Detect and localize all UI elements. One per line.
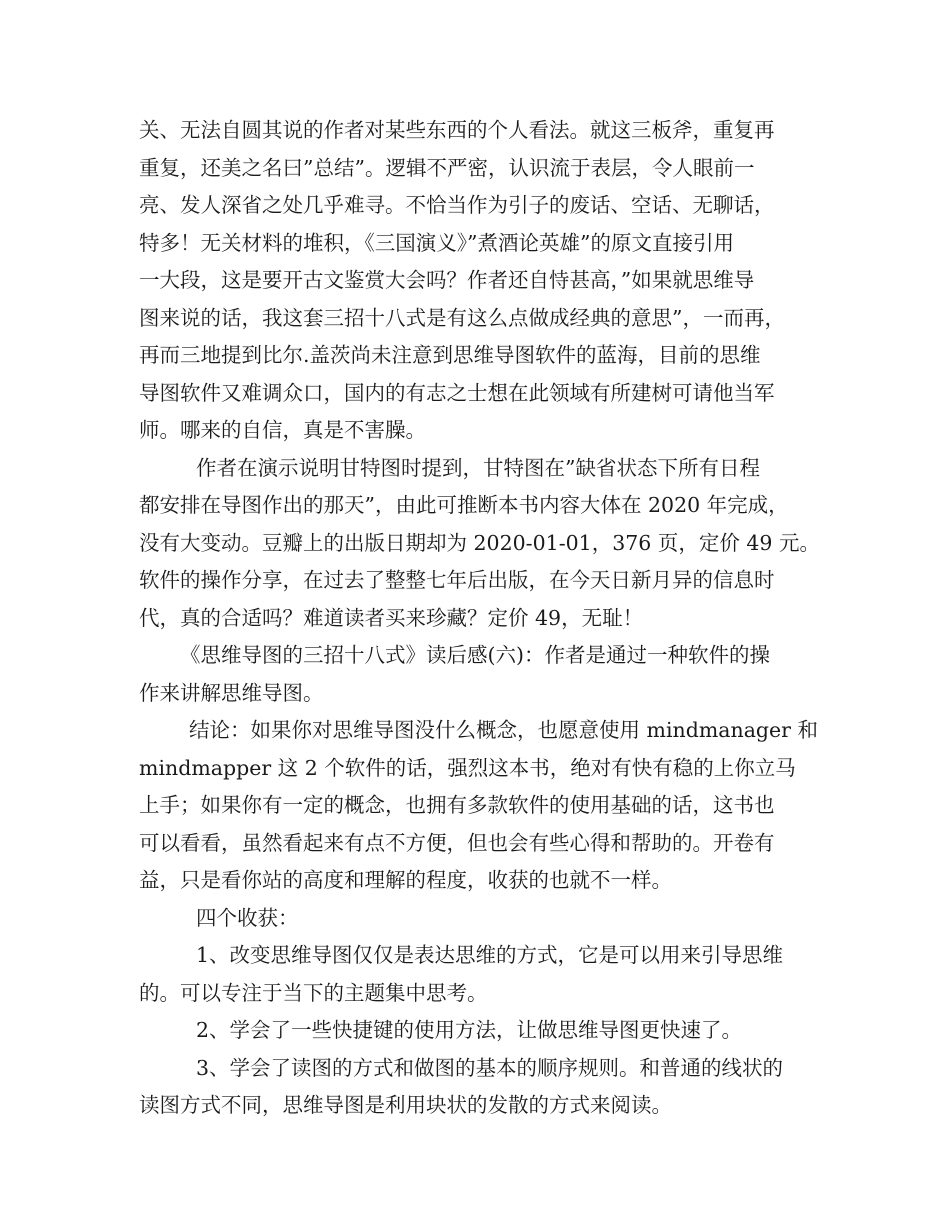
text-line: 读图方式不同，思维导图是利用块状的发散的方式来阅读。: [139, 1093, 672, 1117]
text-line: 没有大变动。豆瓣上的出版日期却为 2020-01-01，376 页，定价 49 元。: [139, 530, 820, 555]
paragraph: [139, 1012, 829, 1050]
text-line: 四个收获：: [196, 905, 299, 930]
paragraph: [139, 900, 829, 938]
text-line: 都安排在导图作出的那天”，由此可推断本书内容大体在 2020 年完成，: [139, 493, 789, 517]
paragraph: [139, 712, 829, 900]
text-line: 再而三地提到比尔.盖茨尚未注意到思维导图软件的蓝海，目前的思维: [139, 343, 761, 367]
text-line: 图来说的话，我这套三招十八式是有这么点做成经典的意思”，一而再，: [139, 305, 785, 330]
paragraph: [139, 937, 829, 1012]
text-line: 师。哪来的自信，真是不害臊。: [139, 418, 426, 442]
text-line: 的。可以专注于当下的主题集中思考。: [139, 980, 488, 1005]
text-line: 《思维导图的三招十八式》读后感(六)：作者是通过一种软件的操: [180, 643, 770, 667]
text-line: 亮、发人深省之处几乎难寻。不恰当作为引子的废话、空话、无聊话，: [139, 193, 775, 217]
paragraph: [139, 1050, 829, 1125]
text-line: 3、学会了读图的方式和做图的基本的顺序规则。和普通的线状的: [196, 1055, 784, 1080]
paragraph: [139, 637, 829, 712]
document-body: [139, 112, 829, 1125]
paragraph: [139, 450, 829, 638]
text-line: 作来讲解思维导图。: [139, 680, 324, 705]
text-line: 1、改变思维导图仅仅是表达思维的方式，它是可以用来引导思维: [196, 943, 784, 967]
text-line: 上手；如果你有一定的概念，也拥有多款软件的使用基础的话，这书也: [139, 793, 775, 817]
text-line: 代，真的合适吗？难道读者买来珍藏？定价 49，无耻！: [139, 605, 644, 630]
text-line: 可以看看，虽然看起来有点不方便，但也会有些心得和帮助的。开卷有: [139, 830, 775, 855]
text-line: 特多！无关材料的堆积，《三国演义》”煮酒论英雄”的原文直接引用: [139, 230, 734, 255]
text-line: 结论：如果你对思维导图没什么概念，也愿意使用 mindmanager 和: [189, 718, 818, 742]
paragraph: [139, 112, 829, 450]
text-line: 作者在演示说明甘特图时提到，甘特图在”缺省状态下所有日程: [196, 455, 760, 480]
text-line: 关、无法自圆其说的作者对某些东西的个人看法。就这三板斧，重复再: [139, 118, 775, 142]
text-line: mindmapper 这 2 个软件的话，强烈这本书，绝对有快有稳的上你立马: [139, 755, 796, 780]
text-line: 导图软件又难调众口，国内的有志之士想在此领域有所建树可请他当军: [139, 380, 775, 405]
text-line: 益，只是看你站的高度和理解的程度，收获的也就不一样。: [139, 868, 672, 892]
text-line: 一大段，这是要开古文鉴赏大会吗？作者还自恃甚高，”如果就思维导: [139, 268, 755, 292]
text-line: 软件的操作分享，在过去了整整七年后出版，在今天日新月异的信息时: [139, 568, 775, 592]
text-line: 重复，还美之名曰”总结”。逻辑不严密，认识流于表层，令人眼前一: [139, 155, 755, 180]
text-line: 2、学会了一些快捷键的使用方法，让做思维导图更快速了。: [196, 1018, 743, 1042]
